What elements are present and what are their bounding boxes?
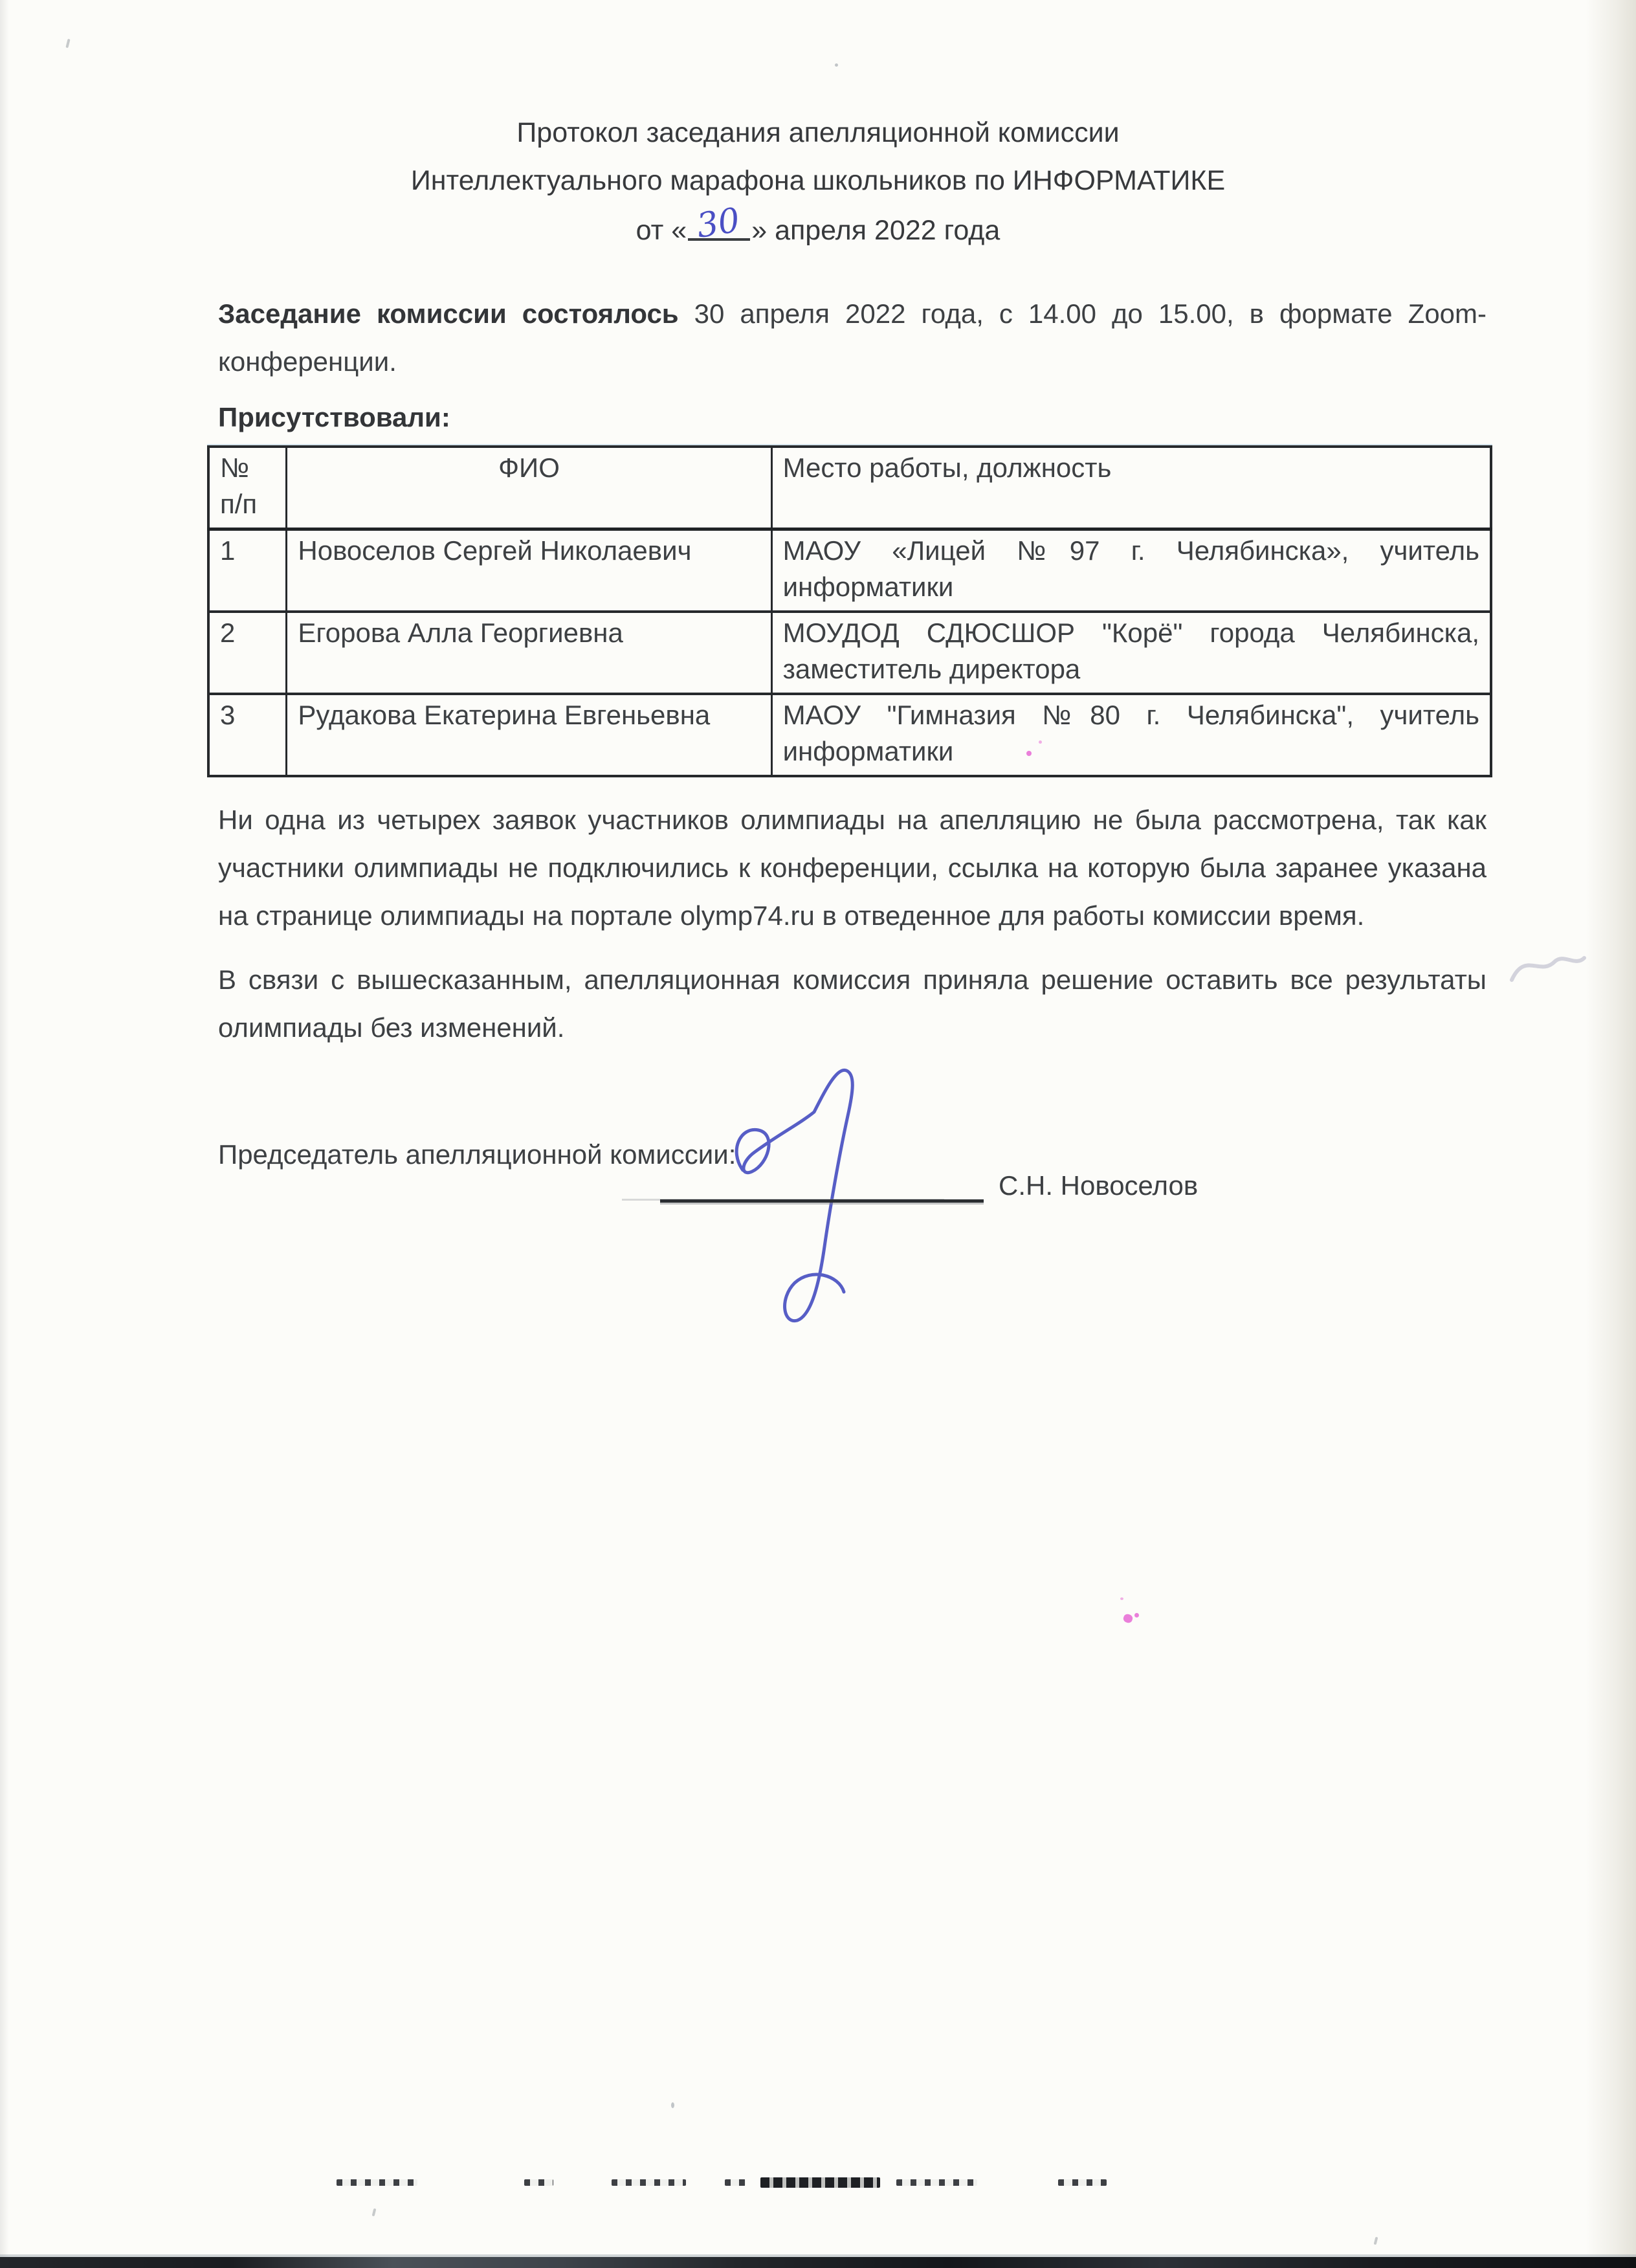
scan-artifact <box>1026 751 1032 756</box>
row-workplace: МАОУ «Лицей №97 г. Челябинска», учитель информатики <box>771 529 1491 612</box>
row-number: 2 <box>208 612 287 694</box>
scan-edge-right <box>1586 0 1636 2268</box>
result-paragraph: Ни одна из четырех заявок участников олимпиады на апелляцию не была рассмотрена, так как участники олимпиады не подключились к конференции, ссылка на которую была заранее указана на странице олимпиады на портале olymp74.ru в отведенное для работы комиссии время. <box>218 805 1487 931</box>
pencil-mark-icon <box>1507 940 1591 998</box>
date-suffix: » апреля 2022 года <box>751 215 1000 246</box>
meeting-paragraph-bold: Заседание комиссии состоялось <box>218 298 679 329</box>
header-number: № п/п <box>208 447 287 529</box>
chairman-name: С.Н. Новоселов <box>999 1170 1199 1201</box>
attendees-table <box>207 445 1492 777</box>
header-name: ФИО <box>287 447 771 529</box>
meeting-paragraph-rest: 30 апреля 2022 года, с 14.00 до 15.00, в формате Zoom-конференции. <box>218 298 1487 377</box>
scan-artifact <box>65 39 70 49</box>
scan-artifact <box>372 2208 377 2217</box>
attendees-label: Присутствовали: <box>218 402 450 432</box>
scan-artifact <box>1122 1613 1134 1624</box>
scan-artifact <box>1120 1597 1123 1600</box>
title-line-1: Протокол заседания апелляционной комиссии <box>516 117 1120 148</box>
scan-artifact <box>1039 740 1042 744</box>
scan-smudge-line <box>337 2177 1123 2188</box>
header-workplace: Место работы, должность <box>771 447 1491 529</box>
signature-line <box>660 1199 984 1203</box>
row-workplace: МАОУ "Гимназия №80 г. Челябинска", учитель информатики <box>771 694 1491 776</box>
title-line-2: Интеллектуального марафона школьников по ИНФОРМАТИКЕ <box>410 165 1226 196</box>
title-line-3 <box>0 201 1636 254</box>
scan-edge-left <box>0 0 9 2268</box>
row-workplace: МОУДОД СДЮСШОР "Корё" города Челябинска, заместитель директора <box>771 612 1491 694</box>
scan-artifact <box>671 2102 674 2108</box>
meeting-paragraph <box>218 290 1487 386</box>
table-row <box>208 612 1491 694</box>
table-row <box>208 529 1491 612</box>
scan-artifact <box>1134 1613 1139 1618</box>
handwritten-date: 30 <box>694 201 743 246</box>
scan-artifact <box>835 63 838 67</box>
row-number: 1 <box>208 529 287 612</box>
date-prefix: от « <box>636 215 687 246</box>
chairman-label: Председатель апелляционной комиссии: <box>218 1139 736 1170</box>
row-name: Рудакова Екатерина Евгеньевна <box>287 694 771 776</box>
document-title <box>0 109 1636 254</box>
scan-artifact <box>1374 2237 1378 2245</box>
date-blank-underline <box>688 201 750 246</box>
row-number: 3 <box>208 694 287 776</box>
table-header-row <box>208 447 1491 529</box>
decision-paragraph: В связи с вышесказанным, апелляционная комиссия приняла решение оставить все результаты олимпиады без изменений. <box>218 964 1487 1043</box>
row-name: Егорова Алла Георгиевна <box>287 612 771 694</box>
row-name: Новоселов Сергей Николаевич <box>287 529 771 612</box>
scan-bottom-band <box>0 2257 1636 2268</box>
table-row <box>208 694 1491 776</box>
